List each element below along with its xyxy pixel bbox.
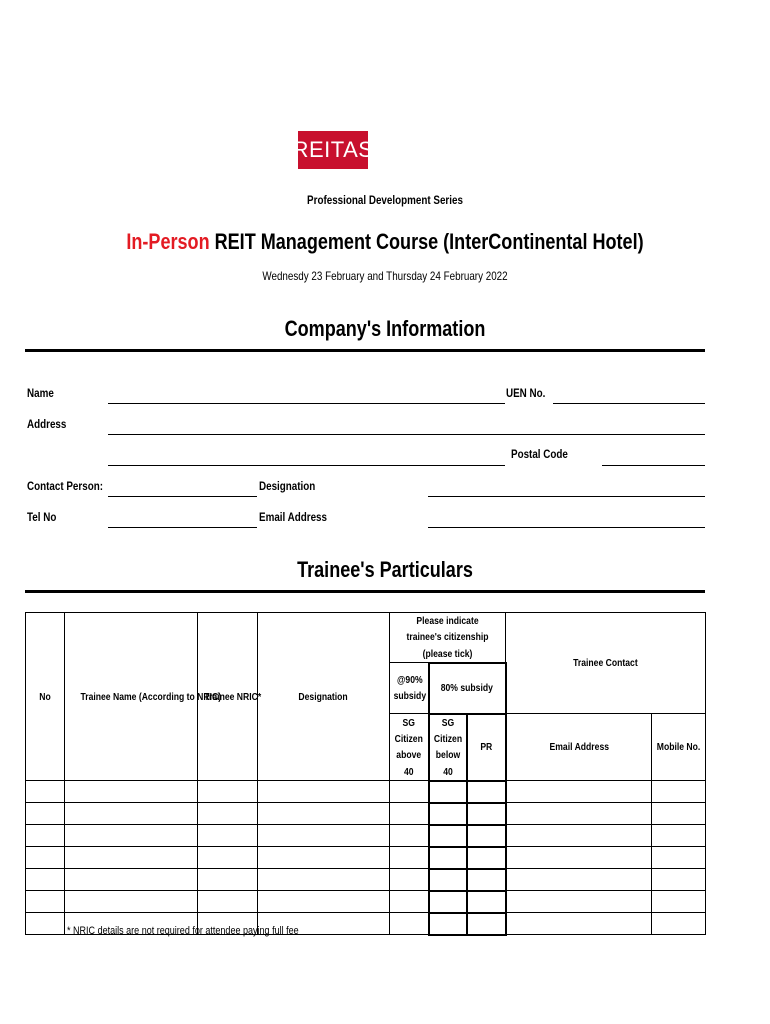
table-cell[interactable] bbox=[65, 891, 198, 913]
table-cell[interactable] bbox=[467, 825, 506, 847]
sg-below-header: SG Citizen below 40 bbox=[429, 714, 467, 781]
uen-label: UEN No. bbox=[506, 386, 546, 400]
contact-field[interactable] bbox=[108, 496, 257, 497]
table-cell[interactable] bbox=[652, 781, 706, 803]
table-row bbox=[26, 803, 706, 825]
col-designation-header: Designation bbox=[258, 613, 390, 781]
email-field[interactable] bbox=[428, 527, 705, 528]
trainee-rule bbox=[25, 590, 705, 593]
company-heading: Company's Information bbox=[284, 316, 486, 341]
table-cell[interactable] bbox=[198, 825, 258, 847]
tel-field[interactable] bbox=[108, 527, 257, 528]
table-cell[interactable] bbox=[390, 913, 429, 935]
name-field[interactable] bbox=[108, 403, 505, 404]
table-cell[interactable] bbox=[65, 803, 198, 825]
table-cell[interactable] bbox=[258, 803, 390, 825]
table-cell[interactable] bbox=[390, 891, 429, 913]
table-cell[interactable] bbox=[258, 825, 390, 847]
table-cell[interactable] bbox=[506, 913, 652, 935]
course-date: Wednesdy 23 February and Thursday 24 February 2022 bbox=[262, 269, 508, 283]
table-cell[interactable] bbox=[652, 891, 706, 913]
table-cell[interactable] bbox=[258, 781, 390, 803]
table-cell[interactable] bbox=[26, 913, 65, 935]
nric-footnote: * NRIC details are not required for attendee paying full fee bbox=[67, 925, 299, 937]
table-cell[interactable] bbox=[506, 869, 652, 891]
table-cell[interactable] bbox=[65, 781, 198, 803]
table-cell[interactable] bbox=[390, 803, 429, 825]
postal-label: Postal Code bbox=[511, 447, 568, 461]
table-cell[interactable] bbox=[506, 781, 652, 803]
col-no-header: No bbox=[26, 613, 65, 781]
table-cell[interactable] bbox=[258, 869, 390, 891]
table-cell[interactable] bbox=[652, 825, 706, 847]
table-cell[interactable] bbox=[467, 913, 506, 935]
table-cell[interactable] bbox=[390, 847, 429, 869]
series-label: Professional Development Series bbox=[307, 193, 463, 207]
table-cell[interactable] bbox=[652, 913, 706, 935]
company-rule bbox=[25, 349, 705, 352]
address-field-1[interactable] bbox=[108, 434, 705, 435]
table-cell[interactable] bbox=[467, 891, 506, 913]
table-cell[interactable] bbox=[429, 847, 467, 869]
email-header: Email Address bbox=[506, 714, 652, 781]
sg-above-header: SG Citizen above 40 bbox=[390, 714, 429, 781]
table-cell[interactable] bbox=[26, 869, 65, 891]
table-cell[interactable] bbox=[506, 847, 652, 869]
subsidy-90-header: @90% subsidy bbox=[390, 663, 429, 714]
pr-header: PR bbox=[467, 714, 506, 781]
table-row bbox=[26, 869, 706, 891]
table-cell[interactable] bbox=[258, 891, 390, 913]
table-cell[interactable] bbox=[198, 781, 258, 803]
table-cell[interactable] bbox=[467, 781, 506, 803]
table-cell[interactable] bbox=[198, 869, 258, 891]
table-cell[interactable] bbox=[390, 825, 429, 847]
table-cell[interactable] bbox=[65, 869, 198, 891]
uen-field[interactable] bbox=[553, 403, 705, 404]
table-cell[interactable] bbox=[467, 869, 506, 891]
title-highlight: In-Person bbox=[126, 229, 210, 254]
trainee-heading: Trainee's Particulars bbox=[297, 557, 473, 582]
title-rest: REIT Management Course (InterContinental Hotel) bbox=[214, 229, 644, 254]
col-nric-header: Trainee NRIC* bbox=[198, 613, 258, 781]
table-cell[interactable] bbox=[467, 803, 506, 825]
col-name-header: Trainee Name (According to NRIC) bbox=[65, 613, 198, 781]
trainee-table bbox=[25, 612, 706, 936]
subsidy-80-header: 80% subsidy bbox=[429, 663, 506, 714]
table-row bbox=[26, 847, 706, 869]
email-label: Email Address bbox=[259, 510, 327, 524]
table-cell[interactable] bbox=[506, 891, 652, 913]
table-cell[interactable] bbox=[506, 825, 652, 847]
reitas-logo: REITAS bbox=[298, 131, 368, 169]
table-cell[interactable] bbox=[467, 847, 506, 869]
trainee-contact-header: Trainee Contact bbox=[506, 613, 706, 714]
table-cell[interactable] bbox=[198, 891, 258, 913]
address-field-2[interactable] bbox=[108, 465, 505, 466]
mobile-header: Mobile No. bbox=[652, 714, 706, 781]
name-label: Name bbox=[27, 386, 54, 400]
table-cell[interactable] bbox=[652, 803, 706, 825]
table-cell[interactable] bbox=[390, 781, 429, 803]
table-cell[interactable] bbox=[26, 781, 65, 803]
table-row bbox=[26, 891, 706, 913]
citizenship-header: Please indicate trainee's citizenship (please tick) bbox=[390, 613, 506, 663]
table-cell[interactable] bbox=[652, 847, 706, 869]
course-title bbox=[69, 229, 700, 255]
table-cell[interactable] bbox=[26, 825, 65, 847]
tel-label: Tel No bbox=[27, 510, 57, 524]
table-cell[interactable] bbox=[26, 803, 65, 825]
table-cell[interactable] bbox=[429, 781, 467, 803]
table-cell[interactable] bbox=[652, 869, 706, 891]
table-cell[interactable] bbox=[429, 803, 467, 825]
table-cell[interactable] bbox=[429, 825, 467, 847]
designation-label: Designation bbox=[259, 479, 316, 493]
table-cell[interactable] bbox=[429, 913, 467, 935]
table-cell[interactable] bbox=[258, 847, 390, 869]
table-cell[interactable] bbox=[26, 847, 65, 869]
table-cell[interactable] bbox=[429, 891, 467, 913]
table-cell[interactable] bbox=[65, 825, 198, 847]
address-label: Address bbox=[27, 417, 67, 431]
trainee-rows bbox=[26, 781, 706, 935]
table-cell[interactable] bbox=[390, 869, 429, 891]
designation-field[interactable] bbox=[428, 496, 705, 497]
table-cell[interactable] bbox=[26, 891, 65, 913]
table-cell[interactable] bbox=[429, 869, 467, 891]
table-cell[interactable] bbox=[506, 803, 652, 825]
contact-label: Contact Person: bbox=[27, 479, 104, 493]
table-row bbox=[26, 781, 706, 803]
table-cell[interactable] bbox=[198, 847, 258, 869]
table-row bbox=[26, 825, 706, 847]
table-cell[interactable] bbox=[198, 803, 258, 825]
table-cell[interactable] bbox=[65, 847, 198, 869]
postal-field[interactable] bbox=[602, 465, 705, 466]
